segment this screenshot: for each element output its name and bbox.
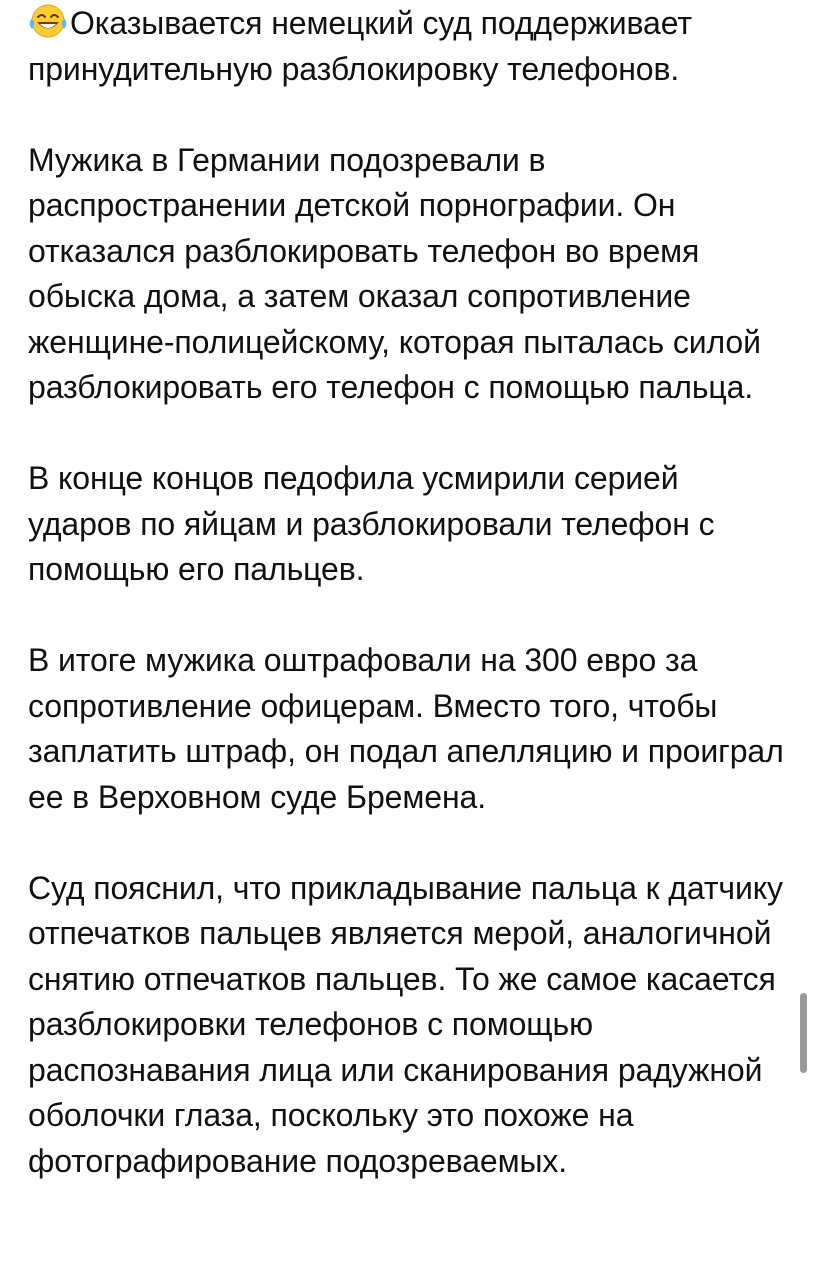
message-text bbox=[28, 1, 788, 1184]
paragraph-3: В конце концов педофила усмирили серией ударов по яйцам и разблокировали телефон с помощью его пальцев. bbox=[28, 460, 715, 587]
vertical-scrollbar[interactable] bbox=[800, 993, 807, 1073]
paragraph-1 bbox=[28, 1, 788, 92]
paragraph-1-text: Оказывается немецкий суд поддерживает принудительную разблокировку телефонов. bbox=[28, 5, 692, 87]
paragraph-4: В итоге мужика оштрафовали на 300 евро за сопротивление офицерам. Вместо того, чтобы заплатить штраф, он подал апелляцию и проиграл ее в Верховном суде Бремена. bbox=[28, 642, 784, 815]
laughing-with-tears-emoji-icon bbox=[28, 3, 68, 39]
paragraph-5: Суд пояснил, что прикладывание пальца к датчику отпечатков пальцев является мерой, аналогичной снятию отпечатков пальцев. То же самое касается разблокировки телефонов с помощью распознавания лица или сканирования радужной оболочки глаза, поскольку это похоже на фотографирование подозреваемых. bbox=[28, 869, 783, 1179]
paragraph-2: Мужика в Германии подозревали в распространении детской порнографии. Он отказался разблокировать телефон во время обыска дома, а затем оказал сопротивление женщине-полицейскому, которая пыталась силой разблокировать его телефон с помощью пальца. bbox=[28, 141, 761, 405]
